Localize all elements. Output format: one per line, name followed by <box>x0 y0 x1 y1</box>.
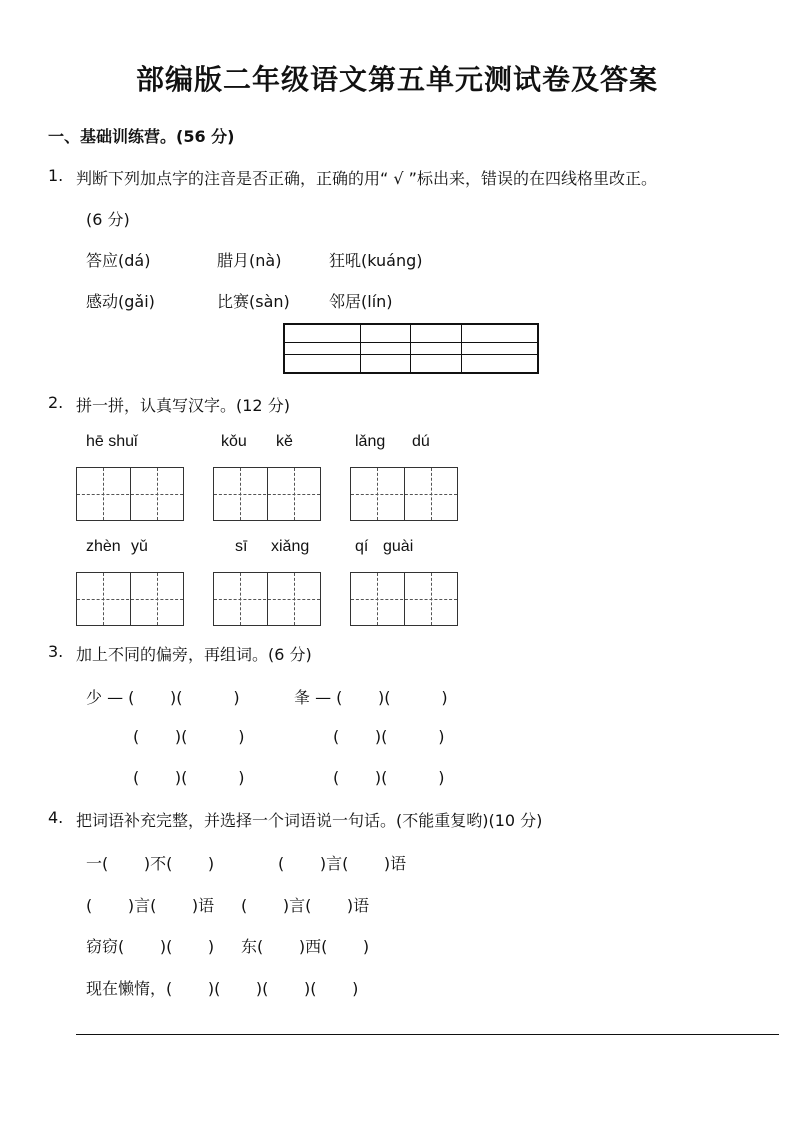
q1-item: 狂吼(kuáng) <box>329 251 423 270</box>
answer-writing-line[interactable] <box>76 1034 779 1035</box>
section-heading: 一、基础训练营。(56 分) <box>48 127 235 146</box>
q4-text: 把词语补充完整，并选择一个词语说一句话。(不能重复哟)(10 分) <box>76 811 543 830</box>
pinyin-label: kǒu <box>221 433 247 450</box>
q1-item: 答应(dá) <box>86 251 151 270</box>
four-line-answer-grid[interactable] <box>283 323 539 374</box>
pinyin-label: sī <box>235 538 248 555</box>
tianzige-box[interactable] <box>213 467 321 521</box>
q1-number: 1. <box>48 166 64 185</box>
tianzige-box[interactable] <box>350 572 458 626</box>
pinyin-label: guài <box>383 538 414 555</box>
pinyin-label: hē shuǐ <box>86 433 138 450</box>
pinyin-label: yǔ <box>131 538 148 555</box>
q4-line[interactable]: 现在懒惰，( )( )( )( ) <box>86 979 359 998</box>
pinyin-label: dú <box>412 433 430 450</box>
q4-line[interactable]: ( )言( )语 <box>241 896 370 915</box>
q3-text: 加上不同的偏旁，再组词。(6 分) <box>76 645 312 664</box>
pinyin-label: lǎng <box>355 433 386 450</box>
tianzige-box[interactable] <box>350 467 458 521</box>
q3-row[interactable]: ( )( ) <box>133 727 245 746</box>
page-title: 部编版二年级语文第五单元测试卷及答案 <box>135 63 658 96</box>
q4-line[interactable]: 窃窃( )( ) <box>86 937 215 956</box>
q3-number: 3. <box>48 642 64 661</box>
tianzige-box[interactable] <box>213 572 321 626</box>
q4-line[interactable]: 一( )不( ) <box>86 854 215 873</box>
q3-row[interactable]: 夆 — ( )( ) <box>294 688 448 707</box>
q3-row[interactable]: 少 — ( )( ) <box>86 688 240 707</box>
q2-text: 拼一拼，认真写汉字。(12 分) <box>76 396 290 415</box>
q4-line[interactable]: ( )言( )语 <box>278 854 407 873</box>
q2-number: 2. <box>48 393 64 412</box>
q1-item: 感动(gǎi) <box>86 292 155 311</box>
pinyin-label: zhèn <box>86 538 121 555</box>
q1-item: 邻居(lín) <box>329 292 393 311</box>
pinyin-label: xiǎng <box>271 538 310 555</box>
pinyin-label: qí <box>355 538 369 555</box>
tianzige-box[interactable] <box>76 467 184 521</box>
q1-text: 判断下列加点字的注音是否正确，正确的用“ √ ”标出来，错误的在四线格里改正。 <box>76 169 657 188</box>
q4-number: 4. <box>48 808 64 827</box>
q1-score: (6 分) <box>86 210 130 229</box>
q4-line[interactable]: 东( )西( ) <box>241 937 370 956</box>
q1-item: 比赛(sàn) <box>217 292 290 311</box>
q3-row[interactable]: ( )( ) <box>333 727 445 746</box>
q3-row[interactable]: ( )( ) <box>133 768 245 787</box>
tianzige-box[interactable] <box>76 572 184 626</box>
pinyin-label: kě <box>276 433 293 450</box>
q3-row[interactable]: ( )( ) <box>333 768 445 787</box>
q1-item: 腊月(nà) <box>217 251 282 270</box>
q4-line[interactable]: ( )言( )语 <box>86 896 215 915</box>
